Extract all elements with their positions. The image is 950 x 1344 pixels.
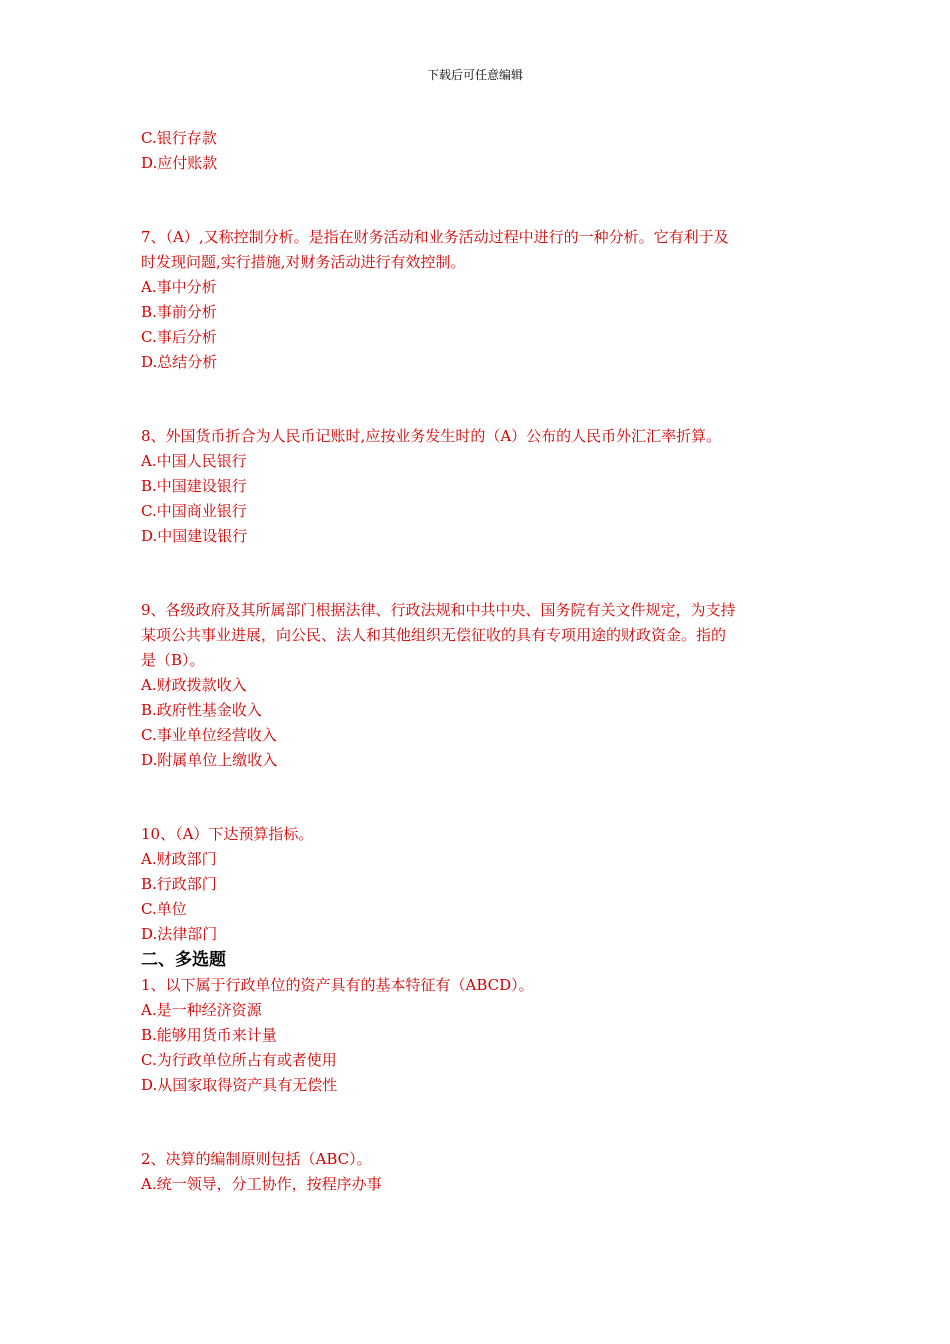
option-b: B.能够用货币来计量 xyxy=(141,1026,277,1044)
multi-question-2 xyxy=(141,1147,811,1197)
document-body xyxy=(141,126,811,1197)
question-7 xyxy=(141,225,811,375)
multi-question-1 xyxy=(141,973,811,1098)
option-a: A.财政拨款收入 xyxy=(141,676,247,694)
question-8 xyxy=(141,424,811,549)
option-c: C.事后分析 xyxy=(141,328,217,346)
question-stem: 2、决算的编制原则包括（ABC）。 xyxy=(141,1150,372,1168)
option-b: B.中国建设银行 xyxy=(141,477,247,495)
question-stem: 是（B）。 xyxy=(141,651,205,669)
option-d: D.应付账款 xyxy=(141,154,218,172)
option-a: A.财政部门 xyxy=(141,850,217,868)
option-d: D.附属单位上缴收入 xyxy=(141,751,278,769)
option-d: D.法律部门 xyxy=(141,925,218,943)
option-c: C.中国商业银行 xyxy=(141,502,247,520)
option-a: A.中国人民银行 xyxy=(141,452,247,470)
option-d: D.中国建设银行 xyxy=(141,527,248,545)
option-c: C.事业单位经营收入 xyxy=(141,726,277,744)
page-header: 下载后可任意编辑 xyxy=(426,68,523,82)
option-d: D.总结分析 xyxy=(141,353,218,371)
option-c: C.银行存款 xyxy=(141,129,217,147)
question-stem: 8、外国货币折合为人民币记账时,应按业务发生时的（A）公布的人民币外汇汇率折算。 xyxy=(141,427,722,445)
question-stem: 1、以下属于行政单位的资产具有的基本特征有（ABCD）。 xyxy=(141,976,534,994)
option-b: B.政府性基金收入 xyxy=(141,701,262,719)
section-heading: 二、多选题 xyxy=(141,950,226,970)
question-stem: 7、（A）,又称控制分析。是指在财务活动和业务活动过程中进行的一种分析。它有利于及 xyxy=(141,228,729,246)
option-d: D.从国家取得资产具有无偿性 xyxy=(141,1076,338,1094)
option-a: A.事中分析 xyxy=(141,278,217,296)
option-b: B.行政部门 xyxy=(141,875,217,893)
question-stem: 时发现问题,实行措施,对财务活动进行有效控制。 xyxy=(141,253,466,271)
question-10 xyxy=(141,822,811,947)
option-a: A.统一领导，分工协作，按程序办事 xyxy=(141,1175,382,1193)
question-stem: 10、（A）下达预算指标。 xyxy=(141,825,314,843)
option-a: A.是一种经济资源 xyxy=(141,1001,262,1019)
option-b: B.事前分析 xyxy=(141,303,217,321)
option-c: C.为行政单位所占有或者使用 xyxy=(141,1051,337,1069)
question-stem: 某项公共事业进展，向公民、法人和其他组织无偿征收的具有专项用途的财政资金。指的 xyxy=(141,626,727,644)
question-6-tail xyxy=(141,126,811,176)
question-stem: 9、各级政府及其所属部门根据法律、行政法规和中共中央、国务院有关文件规定，为支持 xyxy=(141,601,736,619)
question-9 xyxy=(141,598,811,773)
option-c: C.单位 xyxy=(141,900,187,918)
